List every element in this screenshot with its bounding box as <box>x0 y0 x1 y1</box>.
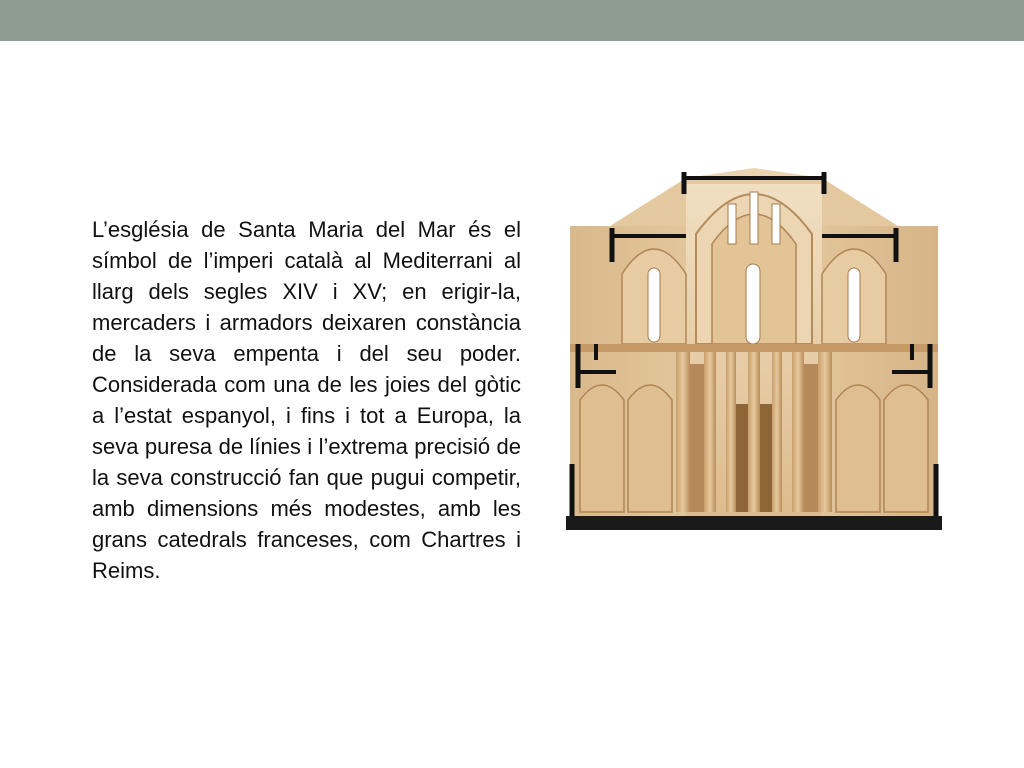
slide-body-text: L’església de Santa Maria del Mar és el símbol de l’imperi català al Mediterrani al llarg dels segles XIV i XV; en erigir-la, mercaders i armadors deixaren constància de la seva empenta i del seu poder. Considerada com una de les joies del gòtic a l’estat espanyol, i fins i tot a Europa, la seva puresa de línies i l’extrema precisió de la seva construcció fan que pugui competir, amb dimensions més modestes, amb les grans catedrals franceses, com Chartres i Reims. <box>92 217 521 583</box>
slide-header-bar <box>0 0 1024 41</box>
church-cross-section-image <box>566 164 942 542</box>
